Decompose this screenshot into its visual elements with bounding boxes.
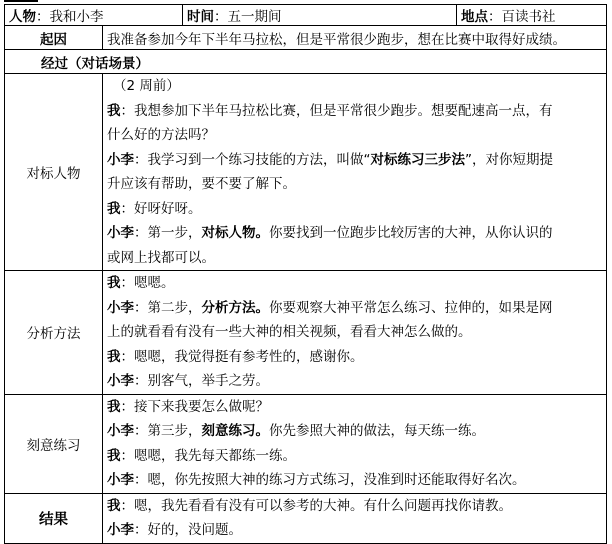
- dialogue-text: ：第三步，: [134, 423, 202, 439]
- dialogue-text: ：第二步，: [134, 299, 202, 316]
- dialogue-text: ：接下来我要怎么做呢？: [120, 398, 269, 415]
- result-line2: [107, 518, 602, 543]
- speaker-or-emphasis: 我: [107, 275, 121, 291]
- place-cell: 地点：百读书社: [457, 5, 607, 26]
- speaker-or-emphasis: 对标练习三步法: [370, 151, 465, 168]
- dialogue-text: 你先参照大神的做法，每天练一练。: [269, 423, 485, 439]
- people-value: 我和小李: [49, 9, 104, 25]
- people-label: 人物: [9, 9, 36, 25]
- stage3-dialogue: [103, 394, 607, 493]
- dialogue-text: ：第一步，: [134, 225, 202, 241]
- speaker-or-emphasis: 我: [107, 348, 121, 365]
- header-row: [5, 5, 607, 26]
- speaker-or-emphasis: 我: [107, 447, 121, 464]
- stage3-line4: [107, 468, 602, 493]
- stage3-line2: [107, 419, 602, 444]
- dialogue-text: ：好的，没问题。: [134, 522, 242, 538]
- speaker-or-emphasis: 我: [107, 497, 121, 514]
- time-cell: 时间：五一期间: [183, 5, 457, 26]
- stage1-line1b: 什么好的方法吗？: [107, 127, 215, 143]
- result-row: [5, 493, 607, 543]
- place-label: 地点: [461, 9, 488, 25]
- speaker-or-emphasis: 刻意练习。: [201, 423, 269, 439]
- stage2-dialogue: [103, 271, 607, 395]
- stage2-line1: [107, 271, 602, 296]
- stage1-row: [5, 74, 607, 271]
- stage1-line3: [107, 197, 602, 222]
- dialogue-text: ：我学习到一个练习技能的方法，叫做“: [134, 151, 371, 168]
- stage2-line2: [107, 296, 602, 321]
- stage1-dialogue: [103, 74, 607, 271]
- speaker-or-emphasis: 我: [107, 398, 121, 415]
- stage1-line4: [107, 221, 602, 246]
- speaker-or-emphasis: 对标人物。: [201, 225, 269, 241]
- process-row: [5, 50, 607, 74]
- speaker-or-emphasis: 小李: [107, 522, 134, 538]
- people-cell: 人物：我和小李: [5, 5, 183, 26]
- stage1-line2: [107, 148, 602, 173]
- dialogue-text: 你要找到一位跑步比较厉害的大神，从你认识的: [269, 225, 553, 241]
- stage1-note: （2 周前）: [113, 78, 180, 94]
- speaker-or-emphasis: 我: [107, 200, 121, 217]
- cause-label: 起因: [5, 26, 103, 50]
- dialogue-text: ：嗯嗯，我先每天都练一练。: [120, 447, 296, 464]
- stage2-line3: [107, 345, 602, 370]
- dialogue-text: 你要观察大神平常怎么练习、拉伸的，如果是网: [269, 299, 553, 316]
- speaker-or-emphasis: 小李: [107, 472, 134, 488]
- dialogue-text: ：嗯嗯，我觉得挺有参考性的，感谢你。: [120, 348, 364, 365]
- dialogue-text: ：嗯，我先看看有没有可以参考的大神。有什么问题再找你请教。: [120, 497, 512, 514]
- result-label: 结果: [5, 493, 103, 543]
- story-table: [4, 4, 607, 544]
- cause-text: 我准备参加今年下半年马拉松，但是平常很少跑步，想在比赛中取得好成绩。: [103, 26, 607, 50]
- speaker-or-emphasis: 小李: [107, 373, 134, 389]
- speaker-or-emphasis: 我: [107, 102, 121, 119]
- place-value: 百读书社: [501, 9, 556, 25]
- dialogue-text: ：嗯嗯。: [120, 275, 175, 291]
- speaker-or-emphasis: 分析方法。: [201, 299, 269, 316]
- stage2-line4: [107, 369, 602, 394]
- stage3-label: 刻意练习: [5, 394, 103, 493]
- process-label: 经过（对话场景）: [5, 50, 607, 74]
- dialogue-text: ：我想参加下半年马拉松比赛，但是平常很少跑步。想要配速高一点，有: [120, 102, 553, 119]
- speaker-or-emphasis: 小李: [107, 423, 134, 439]
- stage3-row: [5, 394, 607, 493]
- stage2-label: 分析方法: [5, 271, 103, 395]
- top-edge-mark: [4, 0, 38, 2]
- stage3-line1: [107, 395, 602, 420]
- time-label: 时间: [187, 9, 214, 25]
- dialogue-text: ”，对你短期提: [465, 151, 553, 168]
- stage1-line4c: 或网上找都可以。: [107, 249, 215, 266]
- stage1-label: 对标人物: [5, 74, 103, 271]
- stage2-row: [5, 271, 607, 395]
- speaker-or-emphasis: 小李: [107, 299, 134, 316]
- stage1-line1: [107, 99, 602, 124]
- stage3-line3: [107, 444, 602, 469]
- result-line1: [107, 494, 602, 519]
- dialogue-text: ：嗯，你先按照大神的练习方式练习，没准到时还能取得好名次。: [134, 472, 526, 488]
- result-dialogue: [103, 493, 607, 543]
- speaker-or-emphasis: 小李: [107, 151, 134, 168]
- dialogue-text: ：好呀好呀。: [120, 200, 202, 217]
- cause-row: [5, 26, 607, 50]
- speaker-or-emphasis: 小李: [107, 225, 134, 241]
- stage2-line2c: 上的就看看有没有一些大神的相关视频，看看大神怎么做的。: [107, 324, 472, 340]
- stage1-line2c: 升应该有帮助，要不要了解下。: [107, 176, 296, 192]
- time-value: 五一期间: [227, 9, 282, 25]
- dialogue-text: ：别客气，举手之劳。: [134, 373, 269, 389]
